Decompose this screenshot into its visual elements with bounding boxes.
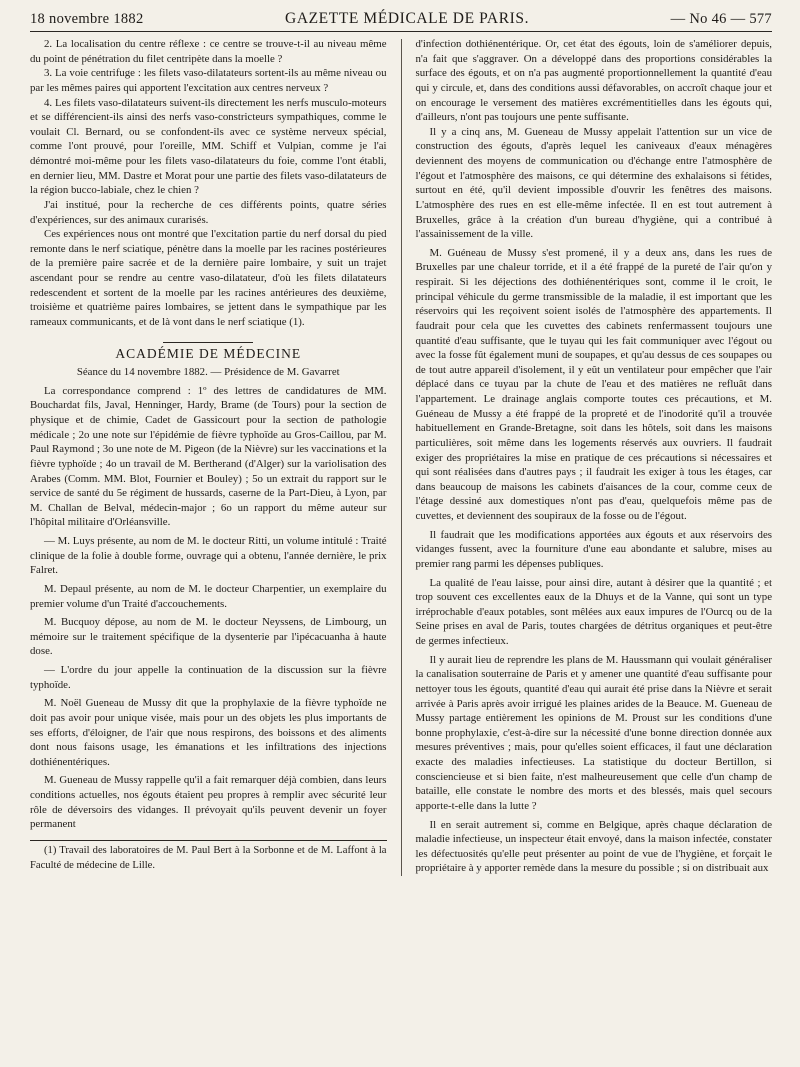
header-page-number: — No 46 — 577 bbox=[670, 11, 772, 27]
footnote: (1) Travail des laboratoires de M. Paul Bert à la Sorbonne et de M. Laffont à la Faculté de médecine de Lille. bbox=[30, 844, 387, 871]
paragraph: d'infection dothiénentérique. Or, cet état des égouts, loin de s'améliorer depuis, n'a fait que s'aggraver. On a développé dans des proportions considérables la surface des égouts, et on n'a pas augmenté proportionnellement la quantité d'eau qui y circule, et, dans des conditions aussi défavorables, on accroît chaque jour et on encourage le versement des matières excrémentitielles dans les égouts qui, d'ailleurs, n'ont pas toujours une pente suffisante. bbox=[415, 38, 773, 124]
paragraph: M. Guéneau de Mussy s'est promené, il y a deux ans, dans les rues de Bruxelles par une chaleur torride, et il a été frappé de la pureté de l'air qu'on y respirait. Si les déjections des dothiénentériques sont, comme il le croit, le principal véhicule du germe transmissible de la maladie, il est important que les réservoirs qui les reçoivent soient isolés de l'atmosphère des appartements. Il faudrait pour cela que les cuvettes des cabinets renfermassent toujours une quantité d'eau suffisante, que le tuyau qui les fait communiquer avec l'égout ou avec la fosse fût également muni de soupapes, et qu'au dessus de ces soupapes ou de tout autre appareil d'isolement, il y eût un ventilateur pour empêcher que l'air déplacé dans ce tuyau par la chute de l'eau et des matières ne refluât dans l'appartement. Le drainage anglais comporte toutes ces précautions, et M. Guéneau de Mussy a été frappé de la propreté et de l'inodorité qu'il a trouvée habituellement en Grande-Bretagne, soit dans les hôtels, soit dans les maisons particulières, soit même dans les logements réservés aux ouvriers. Il faudrait exiger des propriétaires la mise en pratique de ces précautions si nécessaires et qui sont réalisées dans d'autres pays ; il faudrait les exiger à tous les étages, car dans beaucoup de maisons les cabinets d'aisances de la cour, comme ceux de l'étage dessiné aux domestiques n'ont pas d'eau, quelquefois même pas de cuvettes, et deviennent des soupiraux de la fosse ou de l'égout. bbox=[415, 246, 773, 522]
paragraph: La correspondance comprend : 1º des lettres de candidatures de MM. Bouchardat fils, Javal, Henninger, Hardy, Brame (de Tours) pour la section de physique et de chimie, Cadet de Gassicourt pour la section de pathologie médicale ; 2o une note sur l'épidémie de fièvre typhoïde au Gros-Caillou, par M. Paul Raymond ; 3o une note de M. Pigeon (de la Nièvre) sur les vaccinations et la fièvre typhoïde ; 4o un travail de M. Bertherand (d'Alger) sur la variolisation des Arabes (Comm. MM. Blot, Fournier et Bouley) ; 5o un extrait du rapport sur le service de santé du 5e régiment de hussards, caserne de la Part-Dieu, à Lyon, par M. Challan de Belval, médecin-major ; 6o un rapport du même auteur sur l'hôpital militaire d'Orléansville. bbox=[30, 384, 387, 529]
paragraph: M. Bucquoy dépose, au nom de M. le docteur Neyssens, de Limbourg, un mémoire sur le traitement spécifique de la dysenterie par l'ipécacuanha à haute dose. bbox=[30, 616, 387, 658]
paragraph: — M. Luys présente, au nom de M. le docteur Ritti, un volume intitulé : Traité clinique de la folie à double forme, ouvrage qui a obtenu, l'année dernière, le prix Falret. bbox=[30, 535, 387, 577]
right-column bbox=[416, 37, 773, 876]
paragraph: Ces expériences nous ont montré que l'excitation partie du nerf dorsal du pied remonte dans le nerf sciatique, pénètre dans la moelle par les racines postérieures de la première paire sacrée et de la dernière paire lombaire, y suit un trajet ascendant pour se rendre au centre vaso-dilatateur, d'où les filets dilatateurs redescendent et sortent de la moelle par les racines antérieures des deuxième, troisième et quatrième paires lombaires, se jettent dans le sympathique par les rameaux communicants, et de là vont dans le nerf sciatique (1). bbox=[30, 228, 387, 328]
session-line: Séance du 14 novembre 1882. — Présidence de M. Gavarret bbox=[76, 366, 340, 379]
paragraph: Il faudrait que les modifications apportées aux égouts et aux réservoirs des vidanges fussent, avec la fourniture d'une eau abondante et salubre, mises au premier rang parmi les dépenses publiques. bbox=[415, 528, 773, 570]
footnote-rule bbox=[30, 840, 387, 841]
paragraph: 3. La voie centrifuge : les filets vaso-dilatateurs sortent-ils au même niveau ou par les mêmes paires qui apportent l'excitation aux centres nerveux ? bbox=[30, 67, 387, 94]
left-column bbox=[30, 37, 387, 876]
article-columns bbox=[30, 37, 772, 876]
header-date: 18 novembre 1882 bbox=[30, 11, 144, 27]
running-header bbox=[30, 10, 772, 32]
paragraph: Il en serait autrement si, comme en Belgique, après chaque déclaration de maladie infectieuse, un inspecteur était envoyé, dans la maison infectée, constater les défectuosités qu'elle peut présenter au point de vue de l'hygiène, et forçait le propriétaire à y apporter remède dans la mesure du possible ; si on distribuait aux bbox=[415, 818, 773, 875]
paragraph: M. Gueneau de Mussy rappelle qu'il a fait remarquer déjà combien, dans leurs conditions actuelles, nos égouts étaient peu propres à remplir avec sécurité leur rôle de déversoirs des vidanges. Il prévoyait qu'ils peuvent devenir un foyer permanent bbox=[30, 774, 387, 831]
paragraph: M. Depaul présente, au nom de M. le docteur Charpentier, un exemplaire du premier volume d'un Traité d'accouchements. bbox=[30, 582, 387, 610]
column-divider bbox=[401, 39, 402, 876]
section-heading: ACADÉMIE DE MÉDECINE bbox=[115, 345, 302, 361]
paragraph: 2. La localisation du centre réflexe : ce centre se trouve-t-il au niveau même du point de pénétration du filet centripète dans la moelle ? bbox=[30, 38, 387, 65]
paragraph: 4. Les filets vaso-dilatateurs suivent-ils directement les nerfs musculo-moteurs et se différencient-ils ainsi des nerfs vaso-constricteurs sympathiques, comme le voulait Cl. Bernard, ou se confondent-ils avec ce système nerveux spécial, comme l'ont prouvé, pour l'oreille, MM. Schiff et Vulpian, comme je l'ai démontré moi-même pour les filets vaso-dilatateurs du foie, comme l'ont établi, en dernier lieu, MM. Dastre et Morat pour une partie des filets vaso-dilatateurs de la région bucco-labiale, chez le chien ? bbox=[30, 96, 387, 197]
paragraph: Il y aurait lieu de reprendre les plans de M. Haussmann qui voulait généraliser la canalisation souterraine de Paris et y amener une quantité d'eau suffisante pour nettoyer tous les égouts, quantité d'eau qui aurait été prise dans la Nièvre et serait arrivée à Paris après avoir irrigué les plaines arides de la Beauce. M. Gueneau de Mussy partage entièrement les opinions de M. Proust sur les conditions d'une bonne prophylaxie, c'est-à-dire sur la nécessité d'une bonne direction donnée aux mesures préventives ; mais, pour qu'elles soient efficaces, il faut une déclaration exacte des maladies infectieuses. La statistique du docteur Bertillon, si consciencieuse et si bien faite, n'est malheureusement que celle d'un champ de bataille, elle constate le nombre des morts et des blessés, mais quel secours apporte-t-elle dans la lutte ? bbox=[415, 653, 773, 812]
paragraph: J'ai institué, pour la recherche de ces différents points, quatre séries d'expériences, sur des animaux curarisés. bbox=[30, 198, 387, 226]
section-divider bbox=[163, 342, 253, 343]
paragraph: Il y a cinq ans, M. Gueneau de Mussy appelait l'attention sur un vice de construction des égouts, d'après lequel les caniveaux d'eaux ménagères deviennent des moyens de communication ou d'échange entre l'atmosphère de l'égout et l'atmosphère des maisons, ce qui détermine des exhalaisons si fétides, surtout en été, qu'il devient impossible d'ouvrir les fenêtres des maisons. L'atmosphère des rues en est elle-même infectée. Il en est tout autrement à Bruxelles, grâce à la création d'un bureau d'hygiène, qui a contribué à l'assainissement de la ville. bbox=[415, 125, 773, 241]
paragraph: — L'ordre du jour appelle la continuation de la discussion sur la fièvre typhoïde. bbox=[30, 664, 387, 691]
paragraph: M. Noël Gueneau de Mussy dit que la prophylaxie de la fièvre typhoïde ne doit pas avoir pour unique visée, mais pour un des objets les plus importants de ses efforts, d'éloigner, de l'air que nous respirons, des boissons et des aliments dont nous faisons usage, les émanations et les infiltrations des injections dothiénentériques. bbox=[30, 697, 387, 768]
header-title: GAZETTE MÉDICALE DE PARIS. bbox=[285, 10, 530, 27]
paragraph: La qualité de l'eau laisse, pour ainsi dire, autant à désirer que la quantité ; et trop souvent ces excellentes eaux de la Dhuys et de la Vanne, qui sont un type irréprochable d'eaux potables, sont mêlées aux eaux impures de l'Ourcq ou de la Seine prises en aval de Paris, toutes chargées de détritus organiques et peut-être de germes infectieux. bbox=[415, 576, 773, 647]
